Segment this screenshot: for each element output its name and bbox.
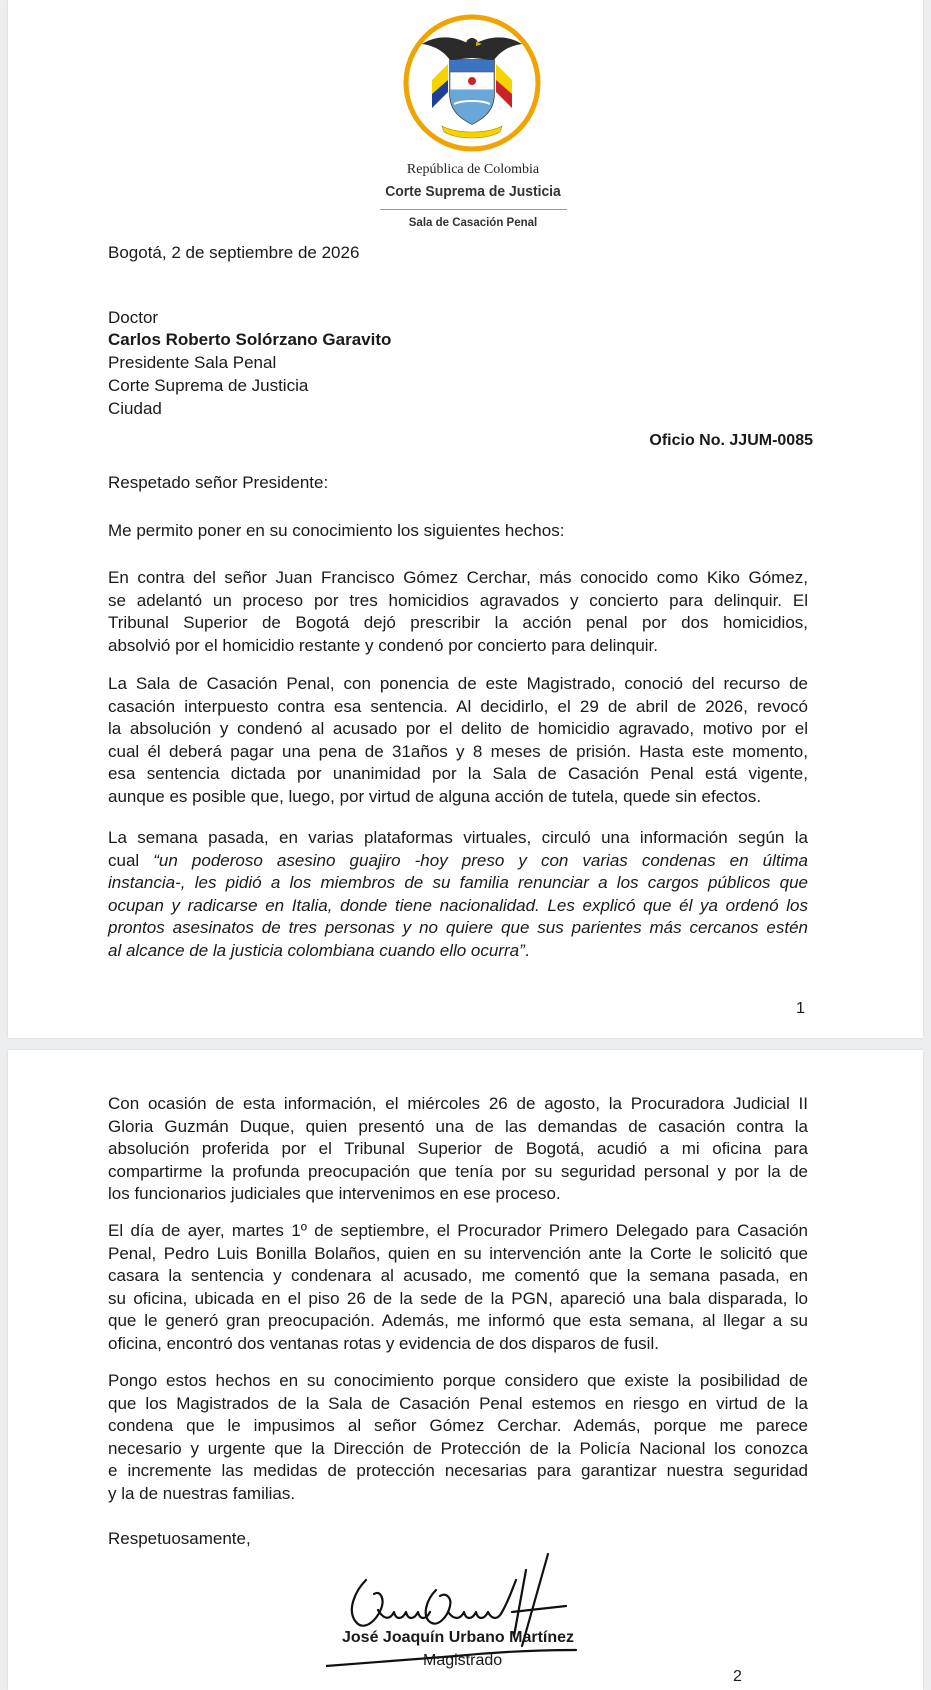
handwritten-signature-icon (326, 1550, 606, 1668)
paragraph-request-protection (108, 1370, 808, 1505)
quote-line: instancia-, les pidió a los miembros de su familia renunciar a los cargos públicos que (108, 873, 808, 892)
paragraph-cassation-ruling (108, 673, 808, 808)
paragraph-line: casara la sentencia y condenara al acusado, me comentó que la semana pasada, en (108, 1266, 808, 1285)
recipient-city: Ciudad (108, 399, 162, 418)
paragraph-line: La semana pasada, en varias plataformas virtuales, circuló una información según la (108, 828, 808, 847)
paragraph-line: casación interpuesto contra esa sentencia. Al decidirlo, el 29 de abril de 2026, revocó (108, 696, 808, 716)
signer-title: Magistrado (423, 1652, 503, 1669)
paragraph-line: compartirme la profunda preocupación que tenía por su seguridad personal y por la de (108, 1161, 808, 1181)
paragraph-line: oficina, encontró dos ventanas rotas y evidencia de dos disparos de fusil. (108, 1333, 659, 1353)
coat-of-arms-seal-icon (392, 8, 553, 158)
paragraph-line: El día de ayer, martes 1º de septiembre, el Procurador Primero Delegado para Casación (108, 1221, 808, 1240)
paragraph-line: aunque es posible que, luego, por virtud de alguna acción de tutela, quede sin efectos. (108, 786, 762, 806)
paragraph-line: La Sala de Casación Penal, con ponencia de este Magistrado, conoció del recurso de (108, 674, 808, 693)
paragraph-line: y la de nuestras familias. (108, 1483, 296, 1503)
letterhead-court: Corte Suprema de Justicia (385, 184, 561, 200)
letter-page-2 (8, 1050, 923, 1690)
paragraph-line: necesario y urgente que la Dirección de Protección de la Policía Nacional los conozca (108, 1438, 808, 1458)
paragraph-case-background (108, 567, 808, 657)
quote-text: “un poderoso asesino guajiro -hoy preso y con varias condenas en última (153, 850, 808, 870)
recipient-name: Carlos Roberto Solórzano Garavito (108, 330, 392, 349)
letterhead-chamber: Sala de Casación Penal (408, 217, 538, 229)
paragraph-online-report (108, 827, 808, 962)
closing-phrase: Respetuosamente, (108, 1529, 251, 1548)
page-number: 2 (733, 1668, 742, 1685)
recipient-title: Doctor (108, 308, 159, 327)
paragraph-line (108, 850, 808, 873)
paragraph-procurator-visit (108, 1093, 808, 1206)
quote-line (108, 940, 808, 963)
paragraph-line: En contra del señor Juan Francisco Gómez Cerchar, más conocido como Kiko Gómez, (108, 568, 808, 587)
paragraph-line: Tribunal Superior de Bogotá dejó prescribir la acción penal por dos homicidios, (108, 613, 808, 632)
paragraph-line: Penal, Pedro Luis Bonilla Bolaños, quien en su intervención ante la Corte le solicitó que (108, 1243, 808, 1263)
paragraph-line: que los Magistrados de la Sala de Casación Penal estemos en riesgo en virtud de la (108, 1393, 808, 1413)
paragraph-line: esa sentencia dictada por unanimidad por la Sala de Casación Penal está vigente, (108, 764, 808, 783)
paragraph-line: la absolución y condenó al acusado por el delito de homicidio agravado, motivo por el (108, 719, 808, 738)
greeting: Respetado señor Presidente: (108, 473, 329, 492)
letterhead-republic: República de Colombia (406, 162, 540, 177)
paragraph-line: su oficina, ubicada en el piso 26 de la sede de la PGN, apareció una bala disparada, lo (108, 1288, 808, 1308)
paragraph-text: cual (108, 850, 154, 870)
paragraph-line: cual él deberá pagar una pena de 31años y 8 meses de prisión. Hasta este momento, (108, 741, 808, 761)
paragraph-line: Con ocasión de esta información, el miércoles 26 de agosto, la Procuradora Judicial II (108, 1094, 808, 1113)
page-number: 1 (796, 1000, 805, 1017)
quote-line: ocupan y radicarse en Italia, donde tiene nacionalidad. Les explicó que él ya ordenó los (108, 895, 808, 915)
quote-line: prontos asesinatos de tres personas y no quiere que sus parientes más cercanos estén (108, 918, 808, 937)
recipient-institution: Corte Suprema de Justicia (108, 376, 309, 395)
reference-number: Oficio No. JJUM-0085 (649, 432, 813, 449)
letter-page-1 (8, 0, 923, 1038)
paragraph-line: los funcionarios judiciales que intervenimos en ese proceso. (108, 1184, 561, 1203)
signer-name: José Joaquín Urbano Martínez (342, 1629, 575, 1646)
paragraph-line: absolución proferida por el Tribunal Superior de Bogotá, acudió a mi oficina para (108, 1139, 808, 1158)
letterhead-divider (380, 209, 567, 210)
quote-end-punctuation: . (524, 940, 530, 960)
date-line: Bogotá, 2 de septiembre de 2026 (108, 243, 360, 262)
paragraph-line: absolvió por el homicidio restante y condenó por concierto para delinquir. (108, 635, 658, 655)
paragraph-line: que le generó gran preocupación. Además, me informó que esta semana, al llegar a su (108, 1311, 808, 1330)
quote-text: al alcance de la justicia colombiana cuando ello ocurra” (108, 940, 525, 960)
paragraph-line: e incremente las medidas de protección necesarias para garantizar nuestra seguridad (108, 1461, 808, 1480)
paragraph-line: se adelantó un proceso por tres homicidios agravados y concierto para delinquir. El (108, 590, 808, 610)
paragraph-line: Gloria Guzmán Duque, quien presentó una de las demandas de casación contra la (108, 1116, 808, 1136)
paragraph-line: Pongo estos hechos en su conocimiento porque considero que existe la posibilidad de (108, 1371, 808, 1390)
paragraph-line: condena que le impusimos al señor Gómez Cerchar. Además, porque me parece (108, 1416, 808, 1435)
recipient-position: Presidente Sala Penal (108, 353, 277, 372)
paragraph-bullet-incident (108, 1220, 808, 1355)
intro-line: Me permito poner en su conocimiento los siguientes hechos: (108, 521, 565, 540)
